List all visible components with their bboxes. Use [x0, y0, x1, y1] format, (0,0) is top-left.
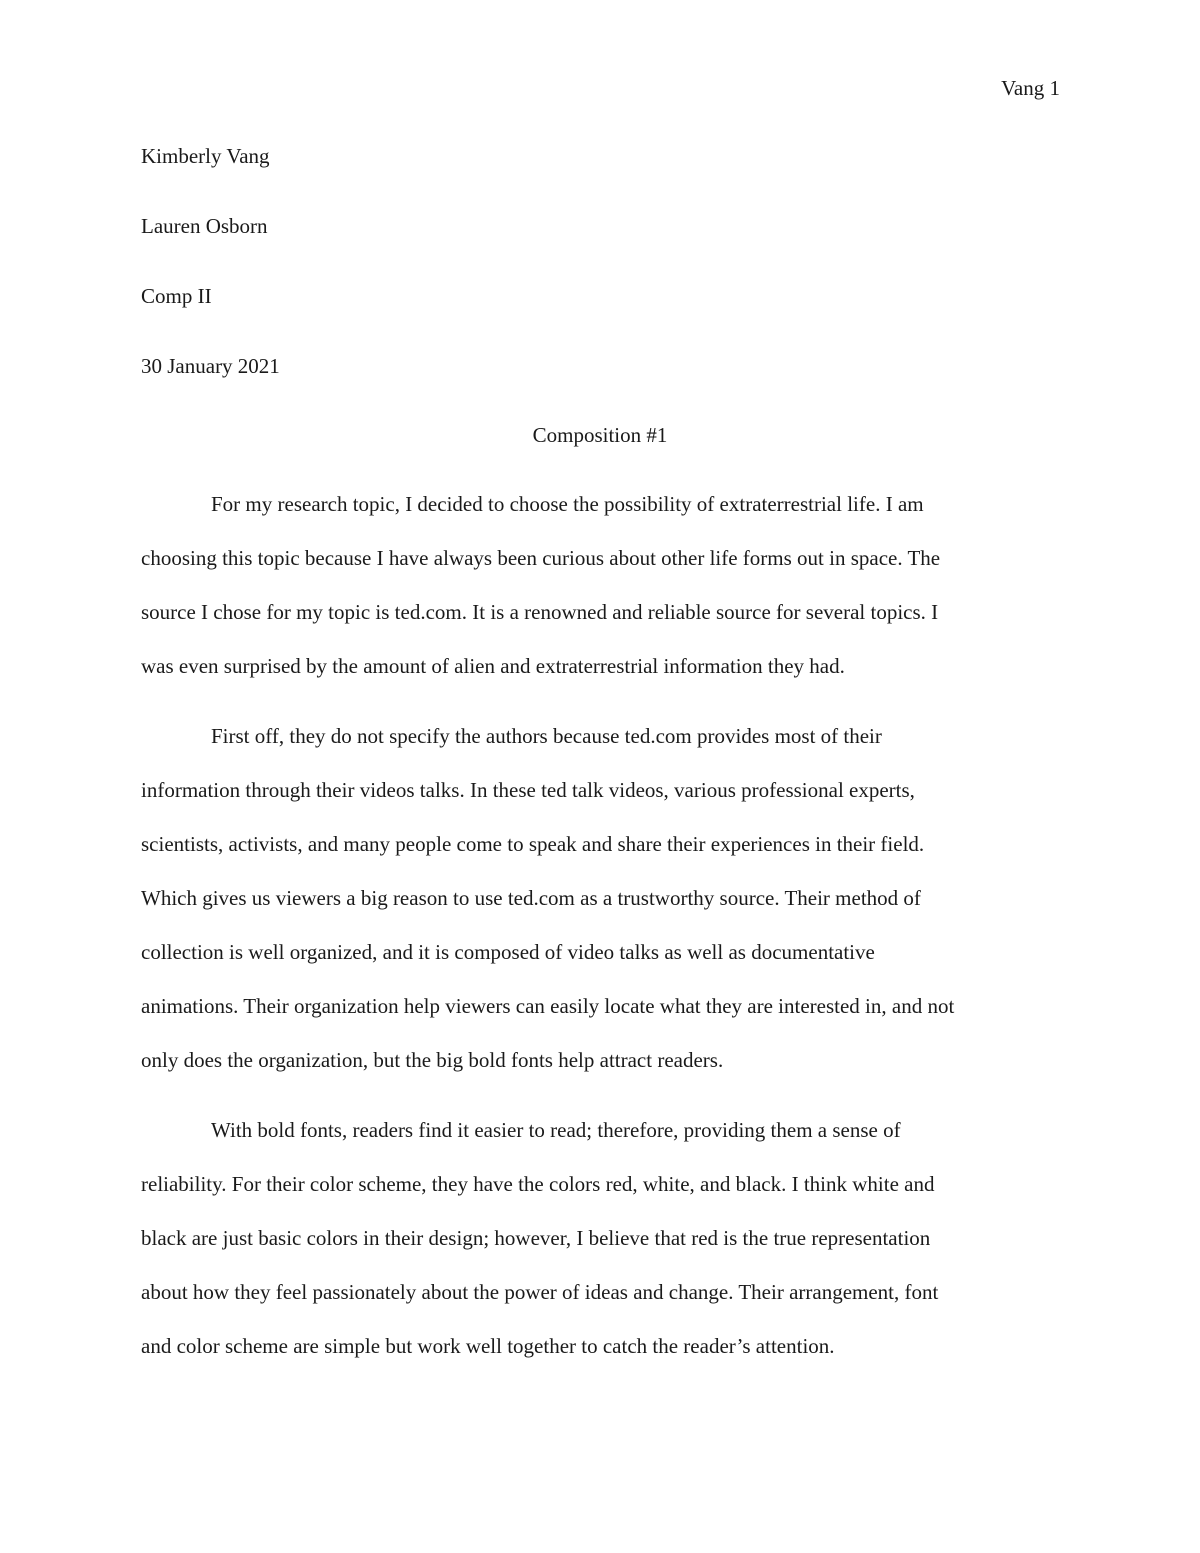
body-text — [141, 490, 1059, 1402]
submission-date: 30 January 2021 — [141, 354, 280, 378]
paragraph-2 — [141, 722, 1059, 1100]
text-line: For my research topic, I decided to choose the possibility of extraterrestrial life. I am — [211, 492, 924, 516]
text-line: about how they feel passionately about the power of ideas and change. Their arrangement, font — [141, 1280, 939, 1304]
text-line: scientists, activists, and many people come to speak and share their experiences in their field. — [141, 832, 925, 856]
text-line: source I chose for my topic is ted.com. It is a renowned and reliable source for several topics. I — [141, 600, 939, 624]
text-line: collection is well organized, and it is composed of video talks as well as documentative — [141, 940, 875, 964]
text-line: and color scheme are simple but work well together to catch the reader’s attention. — [141, 1334, 835, 1358]
paragraph-3 — [141, 1116, 1059, 1386]
text-line: only does the organization, but the big bold fonts help attract readers. — [141, 1048, 724, 1072]
text-line: First off, they do not specify the authors because ted.com provides most of their — [211, 724, 882, 748]
page-title: Composition #1 — [532, 423, 668, 447]
course-name: Comp II — [141, 284, 212, 308]
text-line: Which gives us viewers a big reason to use ted.com as a trustworthy source. Their method of — [141, 886, 921, 910]
text-line: was even surprised by the amount of alien and extraterrestrial information they had. — [141, 654, 845, 678]
text-line: choosing this topic because I have always been curious about other life forms out in space. The — [141, 546, 941, 570]
running-head: Vang 1 — [1001, 76, 1060, 100]
text-line: information through their videos talks. In these ted talk videos, various professional experts, — [141, 778, 915, 802]
mla-heading — [141, 142, 1059, 422]
paragraph-1 — [141, 490, 1059, 706]
text-line: black are just basic colors in their design; however, I believe that red is the true representation — [141, 1226, 931, 1250]
text-line: With bold fonts, readers find it easier to read; therefore, providing them a sense of — [211, 1118, 901, 1142]
text-line: animations. Their organization help viewers can easily locate what they are interested in, and not — [141, 994, 955, 1018]
student-name: Kimberly Vang — [141, 144, 270, 168]
instructor-name: Lauren Osborn — [141, 214, 268, 238]
text-line: reliability. For their color scheme, they have the colors red, white, and black. I think white and — [141, 1172, 935, 1196]
